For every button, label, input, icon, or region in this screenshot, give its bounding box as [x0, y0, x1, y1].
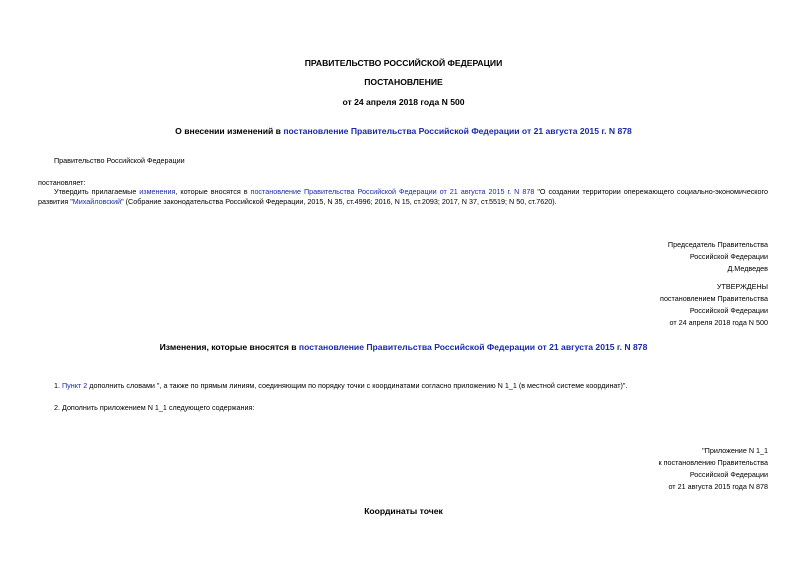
- p1-text-c: "О создании территории опережающего социально-экономического развития ": [38, 187, 768, 206]
- resolution-878-link[interactable]: постановление Правительства Российской Федерации от 21 августа 2015 г. N 878: [250, 187, 535, 196]
- appendix-line-2: к постановлению Правительства: [658, 458, 768, 467]
- document-title-prefix: О внесении изменений в: [175, 126, 284, 136]
- approved-line-4: от 24 апреля 2018 года N 500: [669, 318, 768, 327]
- signature-block: [668, 239, 768, 275]
- mikhailovsky-link[interactable]: Михайловский: [72, 196, 122, 206]
- approved-line-2: постановлением Правительства: [660, 294, 768, 303]
- item-1: [54, 381, 627, 391]
- appendix-line-4: от 21 августа 2015 года N 878: [668, 482, 768, 491]
- item-1-text: дополнить словами ", а также по прямым линиям, соединяющим по порядку точки с координатами согласно приложению N 1_1 (в местной системе координат)".: [87, 381, 628, 390]
- signature-line-1: Председатель Правительства: [667, 240, 768, 249]
- appendix-line-1: "Приложение N 1_1: [702, 446, 768, 455]
- item-2: 2. Дополнить приложением N 1_1 следующего содержания:: [54, 403, 255, 412]
- government-label: Правительство Российской Федерации: [54, 156, 185, 165]
- header-government: ПРАВИТЕЛЬСТВО РОССИЙСКОЙ ФЕДЕРАЦИИ: [304, 58, 503, 68]
- header-resolution: ПОСТАНОВЛЕНИЕ: [364, 77, 443, 87]
- resolves-label: постановляет:: [38, 178, 86, 187]
- item-1-number: 1.: [54, 381, 62, 390]
- approved-block: [660, 281, 768, 329]
- item-1-link[interactable]: Пункт 2: [62, 381, 88, 390]
- signature-line-3: Д.Медведев: [727, 264, 768, 273]
- document-title-link[interactable]: постановление Правительства Российской Федерации от 21 августа 2015 г. N 878: [283, 126, 632, 136]
- changes-title-link[interactable]: постановление Правительства Российской Федерации от 21 августа 2015 г. N 878: [298, 342, 648, 352]
- header-date: от 24 апреля 2018 года N 500: [342, 97, 465, 107]
- signature-line-2: Российской Федерации: [689, 252, 768, 261]
- changes-title-prefix: Изменения, которые вносятся в: [159, 342, 299, 352]
- appendix-block: [658, 445, 768, 493]
- p1-text-a: Утвердить прилагаемые: [54, 187, 140, 196]
- section-title: Координаты точек: [364, 506, 443, 516]
- changes-title: [0, 342, 807, 354]
- document-title: [0, 126, 807, 138]
- resolution-paragraph: [38, 187, 768, 206]
- p1-text-b: , которые вносятся в: [175, 187, 251, 196]
- approved-line-1: УТВЕРЖДЕНЫ: [716, 282, 768, 291]
- p1-text-d: " (Собрание законодательства Российской Федерации, 2015, N 35, ст.4996; 2016, N 15, ст.2093; 2017, N 37, ст.5519; N 50, ст.7620).: [121, 196, 557, 206]
- approved-line-3: Российской Федерации: [689, 306, 768, 315]
- changes-link[interactable]: изменения: [139, 187, 176, 196]
- appendix-line-3: Российской Федерации: [689, 470, 768, 479]
